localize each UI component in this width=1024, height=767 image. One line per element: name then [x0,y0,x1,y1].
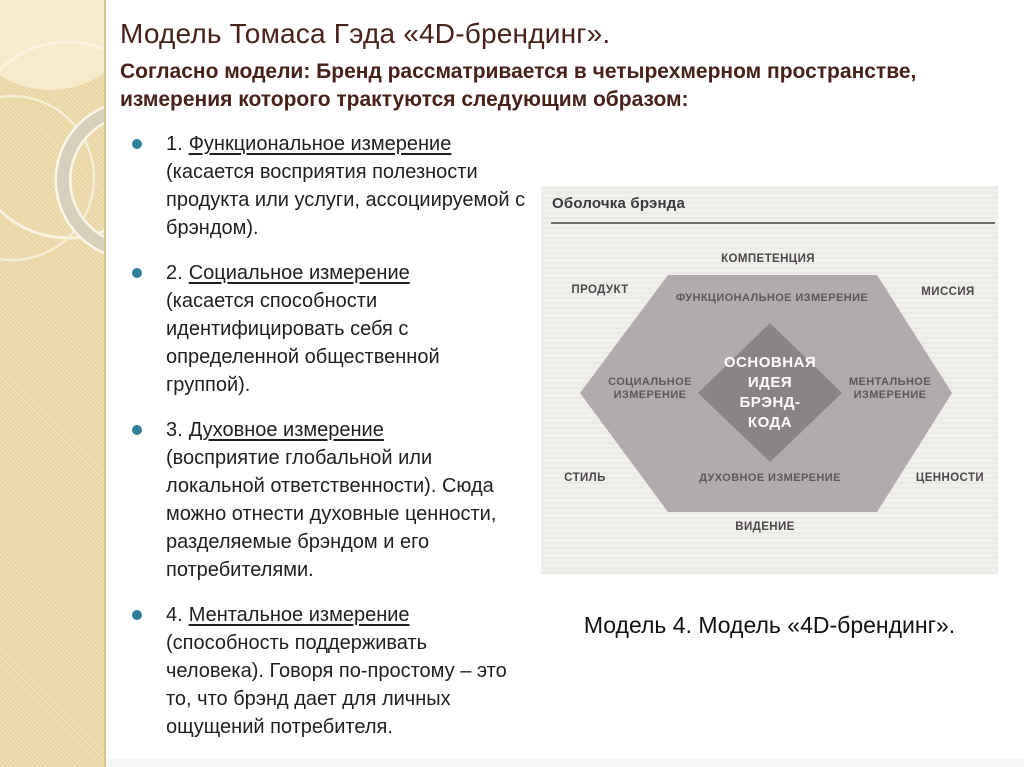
bullet-term: 1. Функциональное измерение [166,133,452,155]
label-competence: КОМПЕТЕНЦИЯ [721,253,815,265]
label-style: СТИЛЬ [564,472,606,484]
list-item [122,601,526,741]
bullet-icon [132,425,142,435]
bullet-icon [132,139,142,149]
subtitle-line: Согласно модели: Бренд рассматривается в четырехмерном пространстве, [120,60,917,83]
label-social-dimension: СОЦИАЛЬНОЕ ИЗМЕРЕНИЕ [608,376,692,401]
bullet-term: 2. Социальное измерение [166,262,410,284]
figure-header: Оболочка брэнда [552,195,686,212]
bullet-text: (способность поддерживать человека). Говоря по-простому – это то, что брэнд дает для личных ощущений потребителя. [166,632,507,738]
brand-model-figure [541,186,998,574]
list-item [122,259,526,399]
dimension-list [122,130,526,758]
label-product: ПРОДУКТ [571,284,629,296]
page-subtitle [120,58,1010,114]
left-decor-strip [0,0,106,767]
bullet-term: 4. Ментальное измерение [166,604,410,626]
list-item [122,130,526,242]
subtitle-line: измерения которого трактуются следующим образом: [120,88,689,111]
label-mental-dimension: МЕНТАЛЬНОЕ ИЗМЕРЕНИЕ [848,376,931,401]
label-spiritual-dimension: ДУХОВНОЕ ИЗМЕРЕНИЕ [699,472,841,484]
bullet-text: (касается восприятия полезности продукта или услуги, ассоциируемой с брэндом). [166,161,526,239]
bottom-edge [106,759,1024,767]
bullet-icon [132,268,142,278]
bullet-term: 3. Духовное измерение [166,419,384,441]
label-mission: МИССИЯ [921,286,975,298]
label-vision: ВИДЕНИЕ [735,521,795,533]
bullet-text: (восприятие глобальной или локальной ответственности). Сюда можно отнести духовные ценности, разделяемые брэндом и его потребителями. [166,447,497,581]
list-item [122,416,526,584]
bullet-icon [132,610,142,620]
brand-code-core-label: ОСНОВНАЯ ИДЕЯ БРЭНД- КОДА [723,354,817,431]
circles-ornament-icon [0,0,106,767]
label-functional-dimension: ФУНКЦИОНАЛЬНОЕ ИЗМЕРЕНИЕ [675,292,869,304]
label-values: ЦЕННОСТИ [915,472,985,484]
page-title: Модель Томаса Гэда «4D-брендинг». [120,18,611,49]
figure-caption: Модель 4. Модель «4D-брендинг». [583,612,956,638]
bullet-text: (касается способности идентифицировать себя с определенной общественной группой). [166,290,440,396]
